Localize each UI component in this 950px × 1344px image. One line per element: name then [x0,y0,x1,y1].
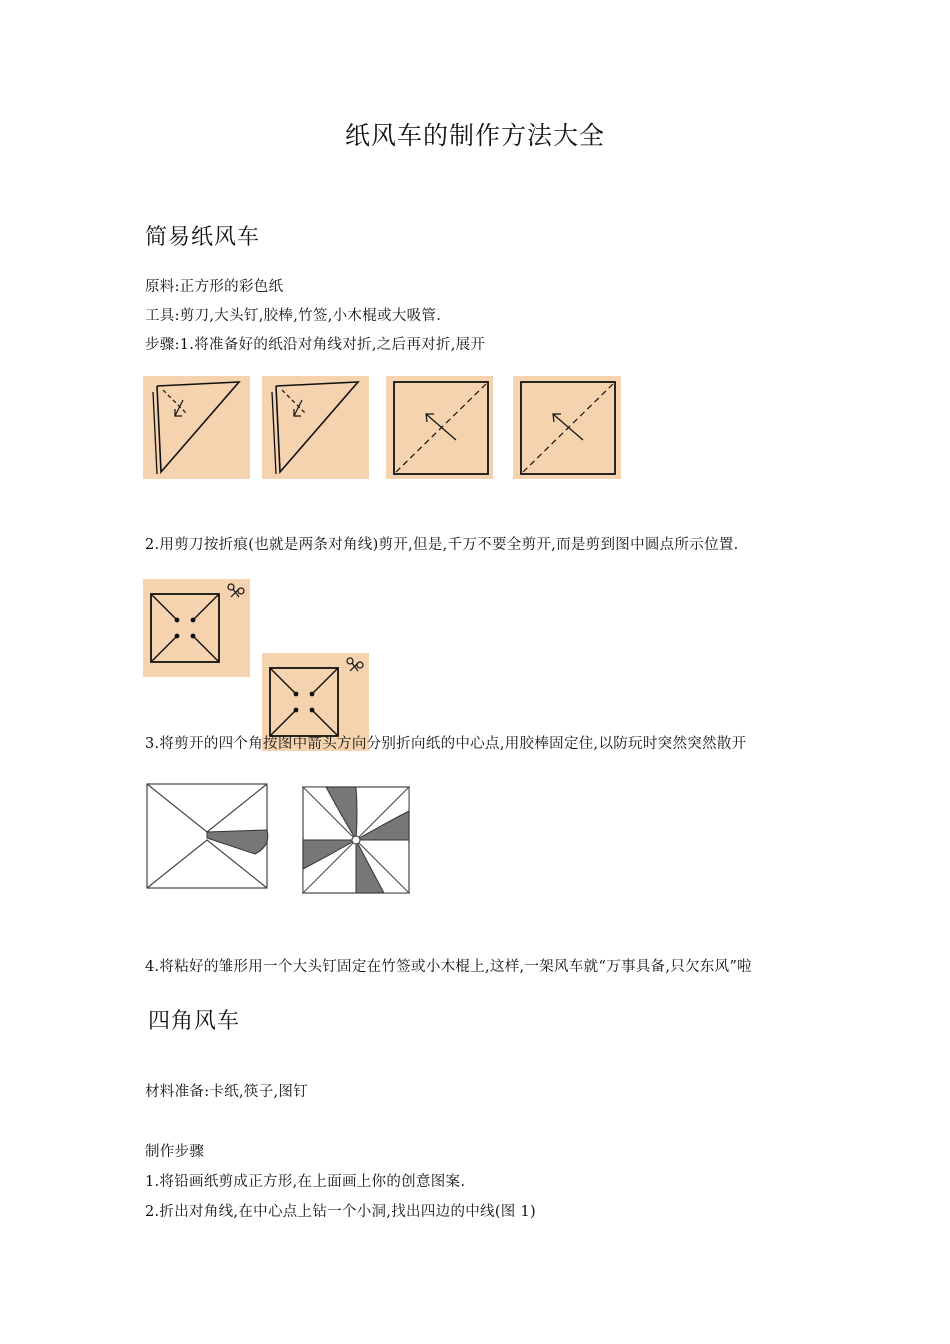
step2-line: 2.用剪刀按折痕(也就是两条对角线)剪开,但是,千万不要全剪开,而是剪到图中圆点所示位置. [145,537,739,553]
step4-line: 4.将粘好的雏形用一个大头钉固定在竹签或小木棍上,这样,一架风车就“万事具备,只欠东风”啦 [145,959,752,975]
scissors-icon [347,658,363,671]
unfold-square-illustration-2 [513,376,621,479]
unfold-square-illustration-1 [386,376,493,479]
page-title: 纸风车的制作方法大全 [344,121,605,150]
section-heading-four-corner-pinwheel: 四角风车 [148,1009,241,1034]
section2-step2-line: 2.折出对角线,在中心点上钻一个小洞,找出四边的中线(图 1) [145,1204,536,1220]
step3-line: 3.将剪开的四个角按图中箭头方向分别折向纸的中心点,用胶棒固定住,以防玩时突然突然散开 [145,736,747,752]
materials-line: 原料:正方形的彩色纸 [145,279,284,295]
section2-step1-line: 1.将铅画纸剪成正方形,在上面画上你的创意图案. [145,1174,466,1190]
pinwheel-illustration [298,783,413,895]
steps-title: 制作步骤 [145,1144,205,1160]
materials-line-2: 材料准备:卡纸,筷子,图钉 [145,1084,309,1100]
tools-line: 工具:剪刀,大头钉,胶棒,竹签,小木棍或大吸管. [145,308,442,324]
step1-line: 步骤:1.将准备好的纸沿对角线对折,之后再对折,展开 [145,337,486,353]
scissors-icon [228,584,244,597]
folded-corner-illustration [143,780,273,892]
fold-triangle-illustration-2 [262,376,369,479]
cut-diagonals-illustration-1 [143,579,250,677]
fold-triangle-illustration-1 [143,376,250,479]
section-heading-simple-pinwheel: 简易纸风车 [145,225,261,250]
